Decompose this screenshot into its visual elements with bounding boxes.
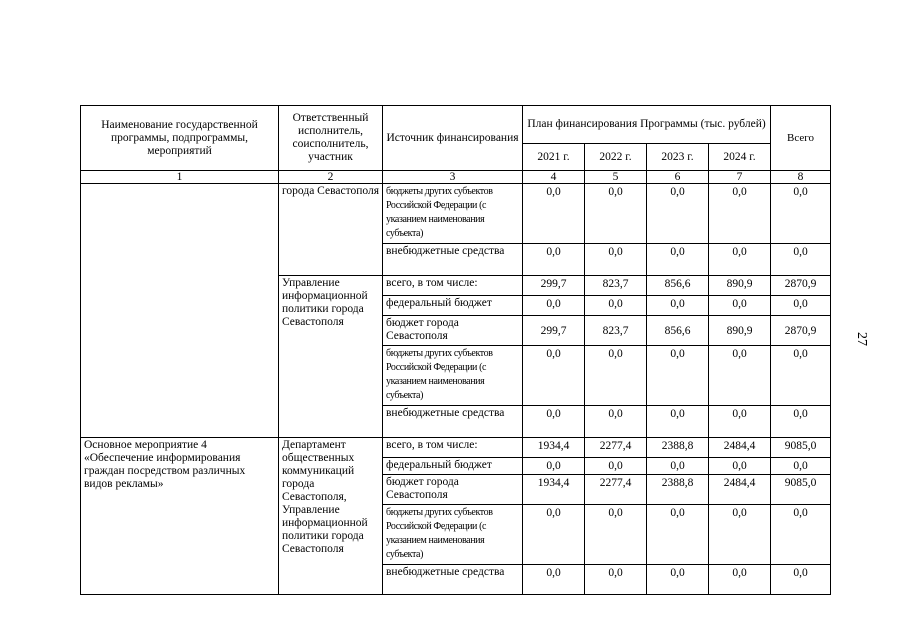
value-cell: 0,0 [647,184,709,244]
value-cell: 0,0 [585,244,647,276]
header-executor: Ответственный исполнитель, соисполнитель, участник [279,106,383,171]
value-cell: 0,0 [709,565,771,595]
value-cell: 0,0 [585,406,647,438]
header-year-2022: 2022 г. [585,144,647,171]
source-cell: бюджеты других субъектов Российской Федерации (с указанием наименования субъекта) [383,505,523,565]
header-year-2023: 2023 г. [647,144,709,171]
value-cell: 9085,0 [771,475,831,505]
value-cell: 0,0 [523,565,585,595]
value-cell: 0,0 [709,244,771,276]
value-cell: 0,0 [523,406,585,438]
value-cell: 823,7 [585,276,647,296]
table-row [81,184,831,244]
value-cell: 890,9 [709,276,771,296]
header-plan: План финансирования Программы (тыс. рублей) [523,106,771,144]
value-cell: 856,6 [647,316,709,346]
value-cell: 0,0 [771,458,831,475]
value-cell: 0,0 [709,184,771,244]
value-cell: 890,9 [709,316,771,346]
value-cell: 0,0 [647,565,709,595]
value-cell: 0,0 [523,296,585,316]
source-cell: федеральный бюджет [383,458,523,475]
value-cell: 0,0 [771,346,831,406]
value-cell: 0,0 [585,346,647,406]
value-cell: 299,7 [523,276,585,296]
source-cell: внебюджетные средства [383,565,523,595]
value-cell: 0,0 [709,458,771,475]
value-cell: 0,0 [523,184,585,244]
source-cell: бюджет города Севастополя [383,316,523,346]
index-cell: 2 [279,171,383,184]
source-cell: внебюджетные средства [383,244,523,276]
index-cell: 4 [523,171,585,184]
value-cell: 2277,4 [585,438,647,458]
value-cell: 0,0 [523,458,585,475]
column-index-row [81,171,831,184]
value-cell: 0,0 [771,296,831,316]
executor-cell: города Севастополя [279,184,383,276]
value-cell: 823,7 [585,316,647,346]
value-cell: 0,0 [523,244,585,276]
value-cell: 2870,9 [771,316,831,346]
header-year-2024: 2024 г. [709,144,771,171]
value-cell: 0,0 [647,458,709,475]
source-cell: всего, в том числе: [383,438,523,458]
value-cell: 0,0 [647,346,709,406]
value-cell: 2484,4 [709,438,771,458]
header-name: Наименование государственной программы, подпрограммы, мероприятий [81,106,279,171]
source-cell: федеральный бюджет [383,296,523,316]
value-cell: 2388,8 [647,438,709,458]
value-cell: 2388,8 [647,475,709,505]
index-cell: 6 [647,171,709,184]
source-cell: внебюджетные средства [383,406,523,438]
value-cell: 0,0 [709,406,771,438]
value-cell: 856,6 [647,276,709,296]
index-cell: 8 [771,171,831,184]
value-cell: 299,7 [523,316,585,346]
header-total: Всего [771,106,831,171]
value-cell: 0,0 [523,505,585,565]
value-cell: 0,0 [771,244,831,276]
value-cell: 0,0 [771,505,831,565]
value-cell: 9085,0 [771,438,831,458]
value-cell: 0,0 [771,565,831,595]
value-cell: 1934,4 [523,438,585,458]
page-number: 27 [854,332,869,346]
financing-table [80,105,831,595]
value-cell: 0,0 [585,296,647,316]
value-cell: 0,0 [709,505,771,565]
value-cell: 0,0 [647,296,709,316]
value-cell: 0,0 [709,346,771,406]
value-cell: 0,0 [585,458,647,475]
index-cell: 3 [383,171,523,184]
table-row [81,438,831,458]
source-cell: всего, в том числе: [383,276,523,296]
value-cell: 0,0 [771,406,831,438]
index-cell: 5 [585,171,647,184]
value-cell: 0,0 [585,505,647,565]
value-cell: 0,0 [709,296,771,316]
header-year-2021: 2021 г. [523,144,585,171]
source-cell: бюджет города Севастополя [383,475,523,505]
source-cell: бюджеты других субъектов Российской Федерации (с указанием наименования субъекта) [383,346,523,406]
value-cell: 0,0 [647,406,709,438]
value-cell: 0,0 [771,184,831,244]
program-name-cell: Основное мероприятие 4 «Обеспечение информирования граждан посредством различных видов рекламы» [81,438,279,595]
value-cell: 2870,9 [771,276,831,296]
executor-cell: Управление информационной политики города Севастополя [279,276,383,438]
value-cell: 0,0 [585,565,647,595]
value-cell: 0,0 [523,346,585,406]
value-cell: 0,0 [647,505,709,565]
index-cell: 1 [81,171,279,184]
header-source: Источник финансирования [383,106,523,171]
value-cell: 1934,4 [523,475,585,505]
program-name-empty [81,184,279,438]
header-row-1 [81,106,831,144]
index-cell: 7 [709,171,771,184]
value-cell: 0,0 [585,184,647,244]
executor-cell: Департамент общественных коммуникаций города Севастополя, Управление информационной политики города Севастополя [279,438,383,595]
value-cell: 2484,4 [709,475,771,505]
value-cell: 2277,4 [585,475,647,505]
source-cell: бюджеты других субъектов Российской Федерации (с указанием наименования субъекта) [383,184,523,244]
value-cell: 0,0 [647,244,709,276]
